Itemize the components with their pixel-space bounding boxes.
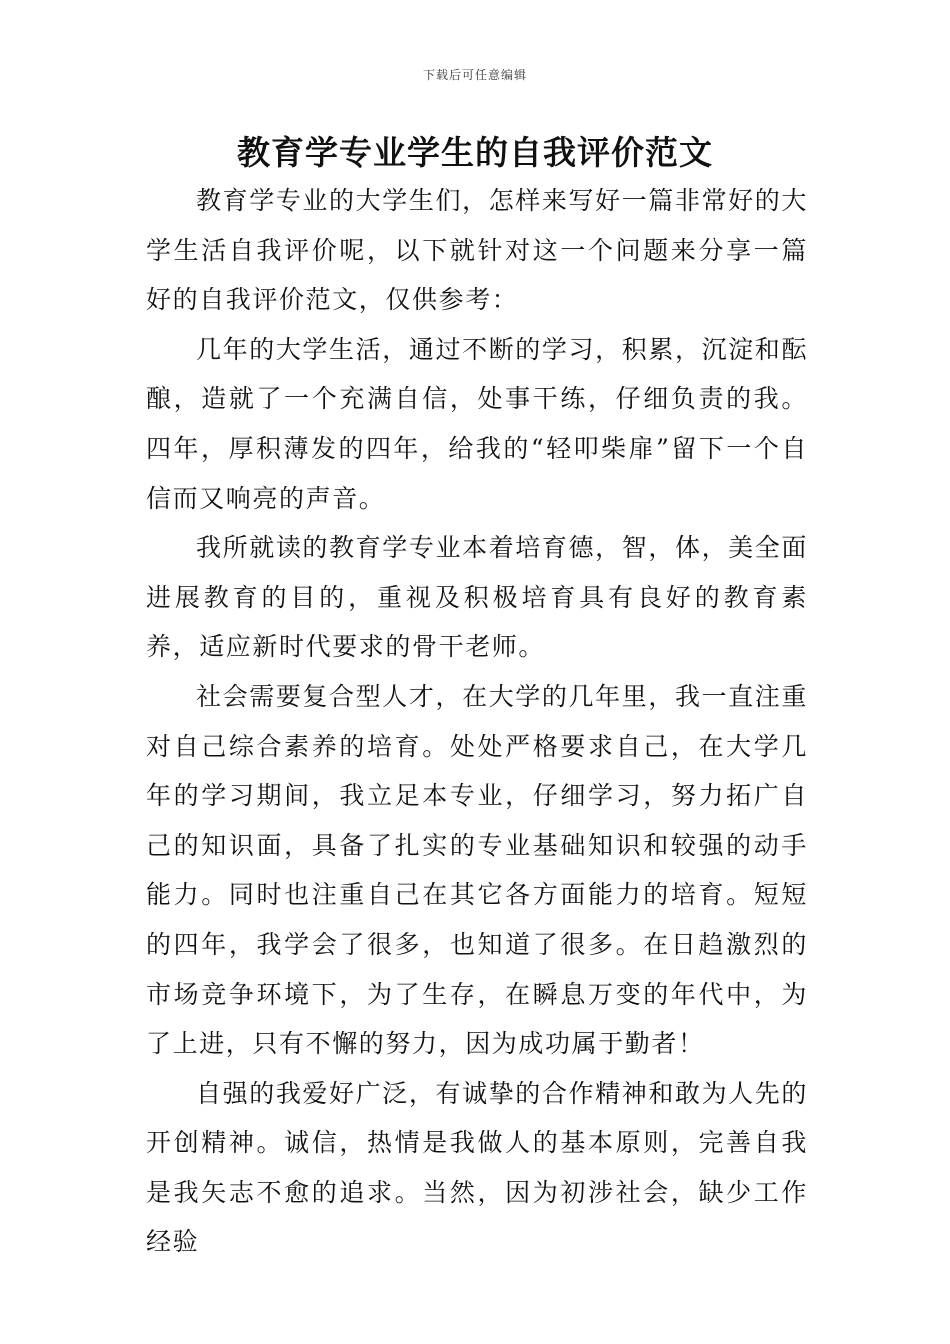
document-title: 教育学专业学生的自我评价范文 (237, 133, 713, 172)
paragraph: 教育学专业的大学生们，怎样来写好一篇非常好的大学生活自我评价呢，以下就针对这一个问题来分享一篇好的自我评价范文，仅供参考： (146, 186, 808, 315)
paragraph: 自强的我爱好广泛，有诚挚的合作精神和敢为人先的开创精神。诚信，热情是我做人的基本原则，完善自我是我矢志不愈的追求。当然，因为初涉社会，缺少工作经验 (146, 1078, 808, 1257)
paragraph: 几年的大学生活，通过不断的学习，积累，沉淀和酝酿，造就了一个充满自信，处事干练，仔细负责的我。四年，厚积薄发的四年，给我的“轻叩柴扉”留下一个自信而又响亮的声音。 (146, 334, 808, 513)
document-body (146, 176, 808, 1267)
paragraph: 社会需要复合型人才，在大学的几年里，我一直注重对自己综合素养的培育。处处严格要求自己，在大学几年的学习期间，我立足本专业，仔细学习，努力拓广自己的知识面，具备了扎实的专业基础知识和较强的动手能力。同时也注重自己在其它各方面能力的培育。短短的四年，我学会了很多，也知道了很多。在日趋激烈的市场竞争环境下，为了生存，在瞬息万变的年代中，为了上进，只有不懈的努力，因为成功属于勤者！ (146, 681, 808, 1059)
paragraph: 我所就读的教育学专业本着培育德，智，体，美全面进展教育的目的，重视及积极培育具有良好的教育素养，适应新时代要求的骨干老师。 (146, 533, 808, 662)
header-note: 下载后可任意编辑 (422, 68, 527, 82)
